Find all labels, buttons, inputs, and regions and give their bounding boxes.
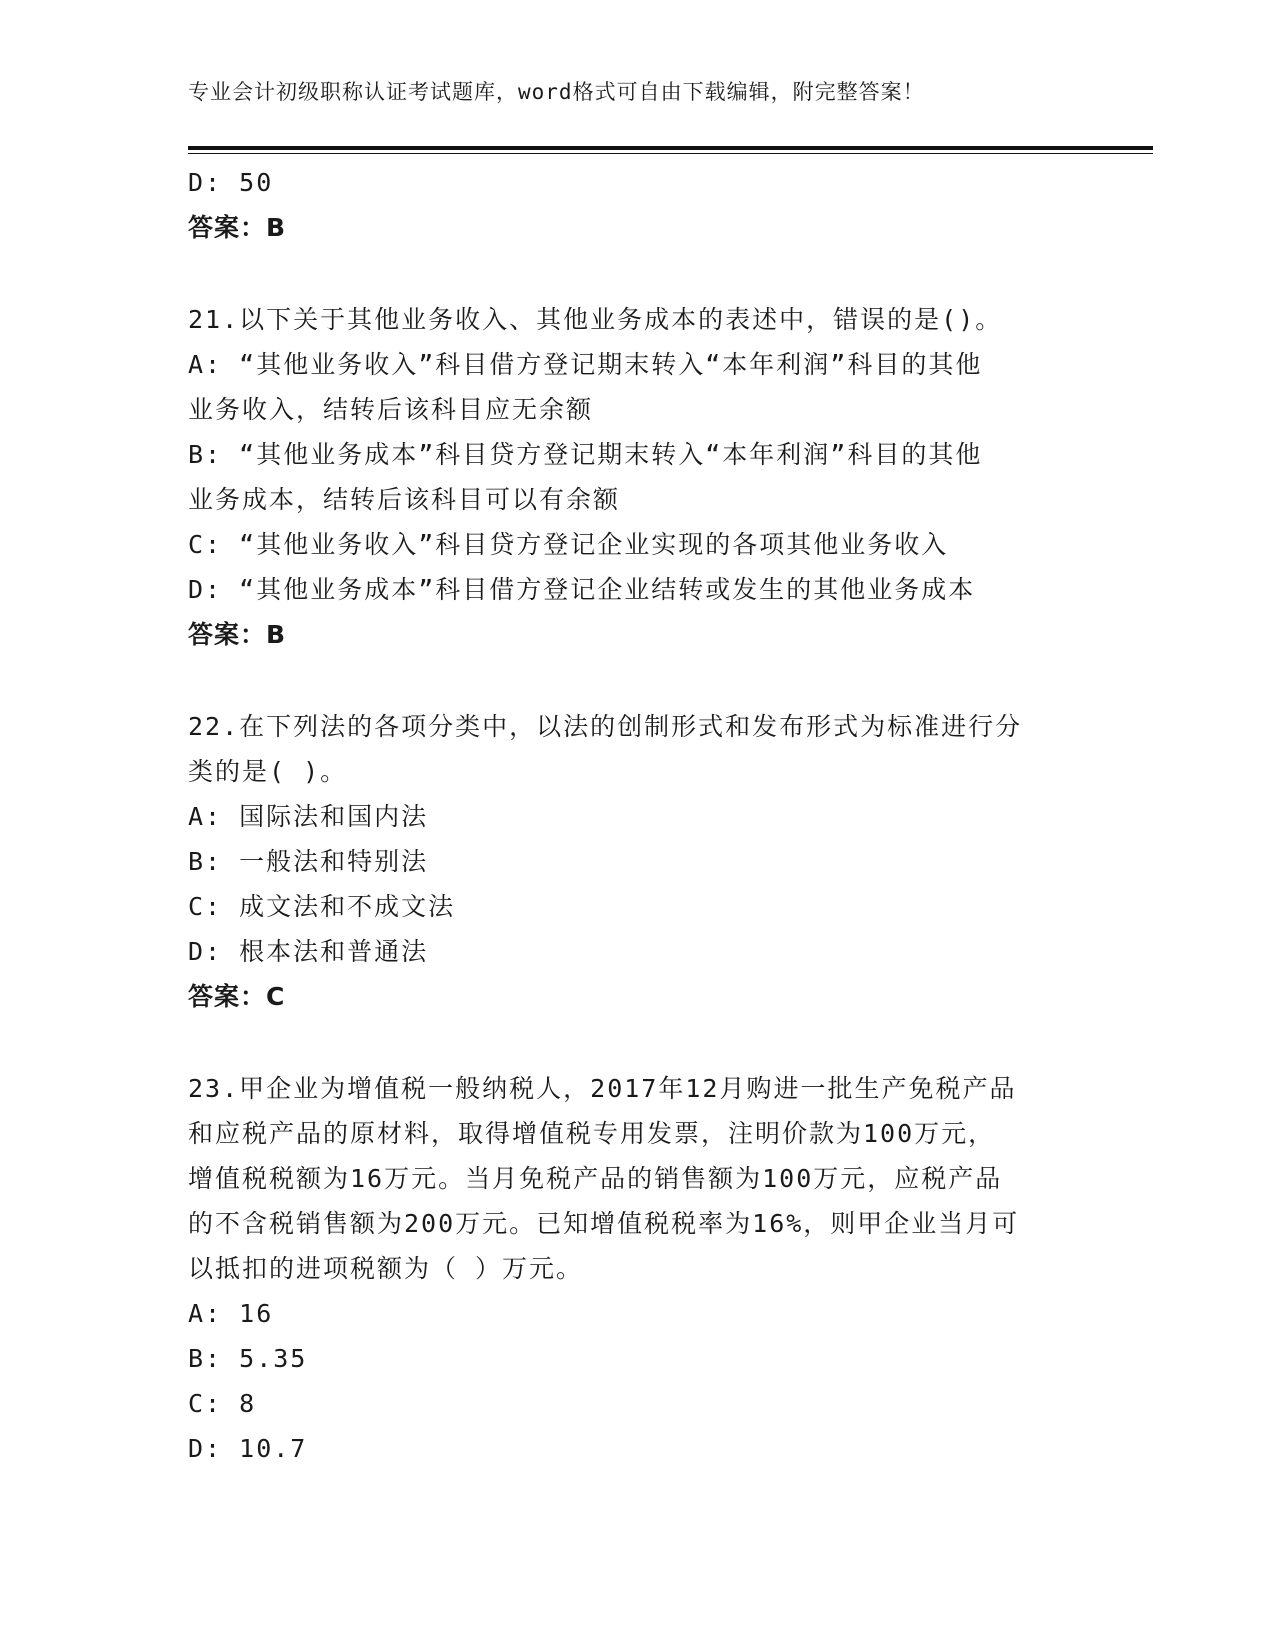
question-stem: 23.甲企业为增值税一般纳税人，2017年12月购进一批生产免税产品	[188, 1074, 1017, 1103]
answer: 答案：C	[188, 982, 286, 1011]
option-d: D: 10.7	[188, 1434, 308, 1463]
question-stem-continued: 类的是( )。	[188, 757, 348, 786]
option-c: C: 成文法和不成文法	[188, 892, 456, 921]
document-body	[188, 160, 1088, 1471]
question-21	[188, 297, 1088, 657]
answer: 答案：B	[188, 620, 287, 649]
option-a: A: 国际法和国内法	[188, 802, 429, 831]
option-d: D: 根本法和普通法	[188, 937, 429, 966]
option-a: A: “其他业务收入”科目借方登记期末转入“本年利润”科目的其他	[188, 350, 983, 379]
option-c: C: “其他业务收入”科目贷方登记企业实现的各项其他业务收入	[188, 530, 949, 559]
option-d: D: “其他业务成本”科目借方登记企业结转或发生的其他业务成本	[188, 575, 976, 604]
header-rule-thin	[188, 153, 1153, 154]
spacer	[188, 1019, 1088, 1066]
question-stem-continued: 增值税税额为16万元。当月免税产品的销售额为100万元，应税产品	[188, 1164, 1003, 1193]
question-stem-continued: 和应税产品的原材料，取得增值税专用发票，注明价款为100万元，	[188, 1119, 996, 1148]
option-a-continued: 业务收入，结转后该科目应无余额	[188, 395, 594, 424]
option-b: B: 5.35	[188, 1344, 308, 1373]
option-b-continued: 业务成本，结转后该科目可以有余额	[188, 485, 621, 514]
question-stem-continued: 以抵扣的进项税额为（ ）万元。	[188, 1254, 584, 1283]
answer: 答案：B	[188, 213, 287, 242]
question-stem: 21.以下关于其他业务收入、其他业务成本的表述中，错误的是()。	[188, 305, 1003, 334]
header-rule-thick	[188, 146, 1153, 150]
question-22	[188, 704, 1088, 1019]
question-stem-continued: 的不含税销售额为200万元。已知增值税税率为16%，则甲企业当月可	[188, 1209, 1020, 1238]
question-stem: 22.在下列法的各项分类中，以法的创制形式和发布形式为标准进行分	[188, 712, 1023, 741]
spacer	[188, 250, 1088, 297]
option-a: A: 16	[188, 1299, 274, 1328]
page-header: 专业会计初级职称认证考试题库，word格式可自由下载编辑，附完整答案！	[188, 80, 925, 104]
option-b: B: “其他业务成本”科目贷方登记期末转入“本年利润”科目的其他	[188, 440, 983, 469]
option-c: C: 8	[188, 1389, 257, 1418]
question-20-tail	[188, 160, 1088, 250]
spacer	[188, 657, 1088, 704]
option-d: D: 50	[188, 168, 274, 197]
option-b: B: 一般法和特别法	[188, 847, 429, 876]
question-23	[188, 1066, 1088, 1471]
